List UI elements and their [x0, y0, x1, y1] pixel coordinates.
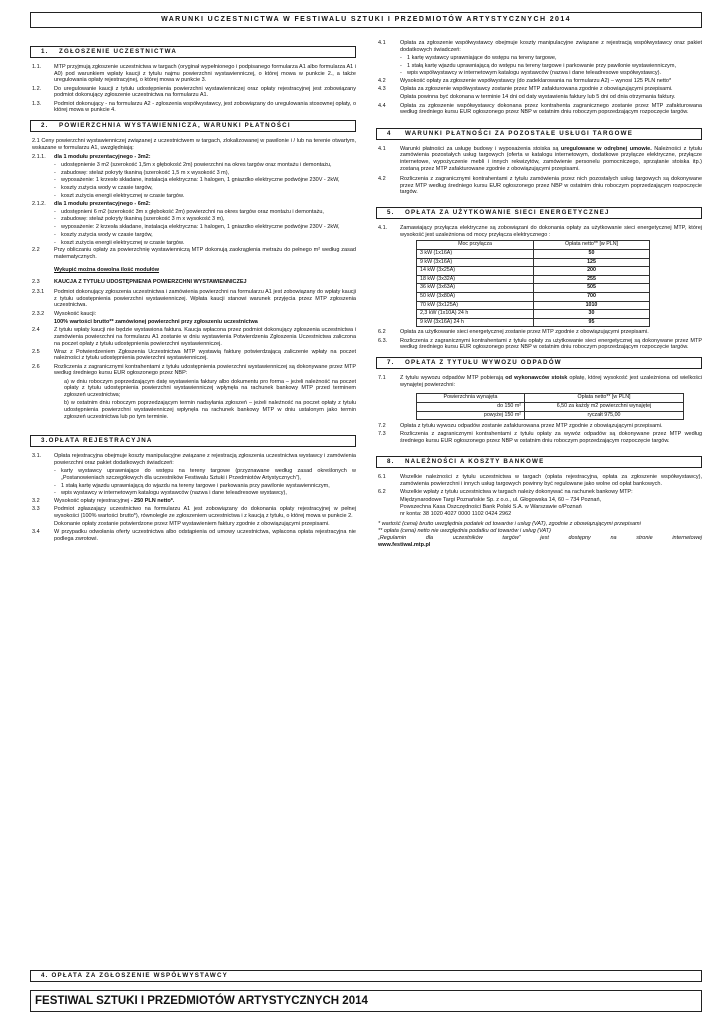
- bullet-dash: -: [54, 482, 56, 489]
- item-6-2: 6.2 Opłata za użytkowanie sieci energetycznej zostanie przez MTP zgodnie z obowiązującymi przepisami.: [378, 329, 649, 336]
- item-4-4: 4.4 Opłata za zgłoszenie współwystawcy dokonana przez kontrahenta zagranicznego zostanie przez MTP zafakturowana według średniego kursu EUR ogłoszonego przez NBP w ostatnim dniu roboczym poprzedzającym rozpoczęcie targów.: [378, 102, 702, 116]
- paragraph-2-1: 2.1 Ceny powierzchni wystawienniczej związanej z uczestnictwem w targach, zlokalizowanej w pawilonie i / lub na terenie otwartym, wskazane w formularzu A1, uwzględniają:: [32, 138, 356, 152]
- table-cell: 255: [534, 275, 650, 284]
- list-item: [54, 224, 356, 231]
- table-cell: 14 kW (3x25A): [417, 267, 534, 276]
- table-cell: 9 kW (3x16A): [417, 258, 534, 267]
- table-cell: 50: [534, 249, 650, 258]
- item-4-3: 4.3 Opłata za zgłoszenie współwystawcy zostanie przez MTP zafakturowana zgodnie z obowiązującymi przepisami.: [378, 86, 673, 93]
- left-column: [30, 46, 356, 544]
- list-item-text: udostępnieni 6 m2 (szerokość 3m x głębokość 2m) powierzchni na okres targów oraz montażu i demontażu,: [61, 208, 324, 215]
- list-item-text: zabudowę: stelaż pokryty tkaniną (szerokość 3 m x wysokość 3 m),: [61, 216, 225, 223]
- table-cell: 95: [534, 318, 650, 327]
- list-item: [54, 240, 356, 247]
- item-3-3: 3.3 Podmiot zgłaszający uczestnictwo na formularzu A1 jest zobowiązany do dokonania opłaty rejestracyjnej w pełnej wysokości (100% wartości brutto*), równolegle ze zgłoszeniem uczestnictwa i z kaucją z tytułu, o której mowa w punkcie 2.: [32, 506, 356, 519]
- bullet-dash: -: [54, 208, 56, 215]
- website-link[interactable]: www.festiwal.mtp.pl: [378, 541, 431, 548]
- list-item-text: koszty zużycia wody w czasie targów,: [61, 185, 153, 192]
- waste-col-fee: Opłata netto** [w PLN]: [525, 394, 684, 403]
- table-cell: 9 kW (3x16A) 24 h: [417, 318, 534, 327]
- section-8-heading: 8. NALEŻNOŚCI A KOSZTY BANKOWE: [376, 456, 702, 468]
- list-4-1: [376, 55, 702, 77]
- item-2-3-2: 2.3.2 Wysokość kaucji:: [32, 310, 97, 317]
- list-2-1-1: [30, 162, 356, 200]
- item-8-6-2: 6.2 Wszelkie wpłaty z tytułu uczestnictwa w targach należy dokonywać na rachunek bankowy MTP:: [378, 489, 633, 496]
- bank-line: Powszechna Kasa Oszczędności Bank Polski S.A. w Warszawie o/Poznań: [400, 504, 582, 511]
- item-7-1: 7.1 Z tytułu wywozu odpadów MTP pobierają od wykonawców stoisk opłatę, której wysokość jest uzależniona od wielkości wynajętej powierzchni:: [378, 375, 702, 389]
- item-number: 1.3.: [32, 100, 42, 107]
- list-item-text: 1 kartę wystawcy uprawniające do wstępu na tereny targowe,: [407, 54, 557, 61]
- bullet-dash: -: [400, 62, 402, 69]
- list-item: [54, 216, 356, 223]
- footnote-net: ** opłata (cena) netto nie uwzględnia podatku od towarów i usług (VAT): [378, 528, 551, 535]
- item-2-1-2: 2.1.2. dla 1 modułu prezentacyjnego - 6m2:: [32, 200, 151, 207]
- list-item-text: koszt zużycia energii elektrycznej w czasie targów.: [61, 192, 185, 199]
- section-2-body: [30, 138, 356, 420]
- list-item: [54, 170, 356, 177]
- list-item-text: koszty zużycia wody w czasie targów,: [61, 231, 153, 238]
- bullet-dash: -: [54, 468, 56, 475]
- energy-col-power: Moc przyłącza: [417, 241, 534, 250]
- section-1-heading: 1. ZGŁOSZENIE UCZESTNICTWA: [30, 46, 356, 58]
- list-item: [54, 193, 356, 200]
- list-item: [54, 490, 356, 497]
- bullet-dash: -: [54, 177, 56, 184]
- bank-details: [376, 497, 702, 517]
- energy-row: [417, 267, 650, 276]
- waste-col-area: Powierzchnia wynajęta: [417, 394, 525, 403]
- waste-fee-table: [416, 393, 684, 420]
- item-2-6: 2.6 Rozliczenia z zagranicznymi kontrahentami z tytułu udostępnienia powierzchni wystawienniczej są dokonywane przez MTP według średniego kursu EUR ogłoszonego przez NBP:: [32, 363, 356, 377]
- bullet-dash: -: [54, 239, 56, 246]
- bank-line: nr konta: 38 1020 4027 0000 1102 0424 2962: [400, 510, 512, 517]
- list-item: [54, 185, 356, 192]
- waste-row: [417, 402, 684, 411]
- bullet-dash: -: [54, 490, 56, 497]
- bullet-dash: -: [400, 70, 402, 77]
- item-2-3: 2.3 KAUCJA Z TYTUŁU UDOSTĘPNIENIA POWIERZCHNI WYSTAWIENNICZEJ: [32, 278, 247, 285]
- item-services-4-1: 4.1 Warunki płatności za usługę budowy i wyposażenia stoiska są uregulowane w odrębnej umowie. Należności z tytułu zamówienia pozostałych usług targowych (oferta w katalogu internetowym, dodatkowe przyłącze elektryczne, przyłącze internetowe, wypożyczenie mebli i innych rekwizytów, zamówienie personelu pomocniczego, sprzątanie stoiska itp.) zostaną przez MTP zafakturowane zgodnie z obowiązującymi przepisami.: [378, 145, 702, 172]
- energy-col-fee: Opłata netto** [w PLN]: [534, 241, 650, 250]
- table-cell: 3 kW (1x16A): [417, 249, 534, 258]
- item-2-4: 2.4 Z tytułu wpłaty kaucji nie będzie wystawiona faktura. Kaucja wpłacona przez podmiot dokonujący zgłoszenia uczestnictwa i zamówienia powierzchni na formularzu A1 zostanie w dniu wystawienia Potwierdzenia Zgłoszenia Uczestnictwa zaliczona na poczet opłaty z tytułu udostępnienia powierzchni wystawienniczej.: [32, 327, 356, 347]
- item-1-2: [30, 86, 356, 99]
- list-item-text: zabudowę: stelaż pokryty tkaniną (szerokość 1,5 m x wysokość 3 m),: [61, 169, 230, 176]
- item-2-5: 2.5 Wraz z Potwierdzeniem Zgłoszenia Uczestnictwa MTP wystawią fakturę potwierdzającą zaliczenie wpłaty na poczet należności z tytułu udostępnienia powierzchni wystawienniczej.: [32, 348, 356, 362]
- table-cell: 1010: [534, 301, 650, 310]
- item-3-2: 3.2 Wysokość opłaty rejestracyjnej - 250 PLN netto*.: [32, 497, 175, 504]
- item-energy-4-1: 4.1. Zamawiający przyłącza elektryczne są zobowiązani do dokonania opłaty za użytkowanie sieci energetycznej MTP, której wysokość jest uzależniona od mocy przyłącza elektrycznego :: [378, 225, 702, 239]
- section-4-continuation-heading: 4. OPŁATA ZA ZGŁOSZENIE WSPÓŁWYSTAWCY: [30, 970, 702, 982]
- table-cell: 70 kW (3x125A): [417, 301, 534, 310]
- bank-line: Międzynarodowe Targi Poznańskie Sp. z o.o., ul. Głogowska 14, 60 – 734 Poznań,: [400, 497, 602, 504]
- energy-row: [417, 284, 650, 293]
- list-item: [400, 63, 702, 70]
- item-3-4: 3.4 W przypadku odwołania oferty uczestnictwa albo odstąpienia od umowy uczestnictwa, wpłacona opłata rejestracyjna nie podlega zwrotowi.: [32, 529, 356, 542]
- energy-row: [417, 318, 650, 327]
- deposit-amount: 100% wartości brutto** zamówionej powierzchni przy zgłoszeniu uczestnictwa: [54, 318, 258, 325]
- item-2-3-1: 2.3.1 Podmiot dokonujący zgłoszenia uczestnictwa i zamówienia powierzchni na formularzu A1 jest zobowiązany do wpłaty kaucji z tytułu udostępnienia powierzchni wystawienniczej. Wpłata kaucji stanowi warunek przyjęcia przez MTP zgłoszenia uczestnictwa.: [32, 289, 356, 309]
- footnote-gross: * wartość (cena) brutto uwzględnia podatek od towarów i usług (VAT), zgodnie z obowiązującymi przepisami: [378, 521, 641, 528]
- item-number: 1.2.: [32, 85, 42, 92]
- energy-fee-table: [416, 240, 650, 327]
- item-services-4-2: 4.2 Rozliczenia z zagranicznymi kontrahentami z tytułu zamówienia przez nich pozostałych usług targowych są dokonywane przez MTP według średniego kursu EUR ogłoszonego przez NBP w ostatnim dniu roboczym poprzedzającym rozpoczęcie targów.: [378, 175, 702, 196]
- list-item-text: karty wystawcy uprawniające do wstępu na tereny targowe (przyznawane według zasad określonych w „Postanowieniach szczegółowych dla uczestników Festiwalu Sztuki i Przedmiotów Artystycznych”),: [61, 468, 356, 481]
- modules-note: Wykupić można dowolna ilość modułów: [54, 267, 160, 274]
- list-item: [54, 468, 356, 481]
- item-4-3-deadline: Opłata powinna być dokonana w terminie 14 dni od daty wystawienia faktury lub 5 dni od dnia otrzymania faktury.: [400, 94, 676, 101]
- table-cell: 125: [534, 258, 650, 267]
- energy-row: [417, 310, 650, 319]
- list-item-text: koszt zużycia energii elektrycznej w czasie targów.: [61, 239, 185, 246]
- table-cell: 6,50 za każdy m2 powierzchni wynajętej: [525, 402, 684, 411]
- item-number: 1.1.: [32, 64, 42, 70]
- item-6-3: 6.3. Rozliczenia z zagranicznymi kontrahentami z tytułu opłaty za użytkowanie sieci energetycznej są dokonywane przez MTP według średniego kursu EUR ogłoszonego przez NBP w ostatnim dniu roboczym poprzedzającym rozpoczęcie targów.: [378, 337, 702, 351]
- list-item-text: wpis współwystawcy w internetowym katalogu wystawców (nazwa i dane teleadresowe współwystawcy).: [407, 70, 662, 77]
- list-item: [54, 177, 356, 184]
- item-3-3-confirm: Dokonanie opłaty zostanie potwierdzone przez MTP wystawieniem faktury zgodnie z obowiązującymi przepisami.: [54, 521, 330, 528]
- bullet-dash: -: [54, 231, 56, 238]
- list-2-1-2: [30, 209, 356, 247]
- item-8-6-1: 6.1 Wszelkie należności z tytułu uczestnictwa w targach (opłata rejestracyjna, opłata za zgłoszenie współwystawcy), zamówienia powierzchni i innych usług targowych powinny być regulowane jako wolne od opłat bankowych.: [378, 474, 702, 487]
- list-item-text: udostępnienie 3 m2 (szerokość 1,5m x głębokość 2m) powierzchni na okres targów oraz montażu i demontażu,: [61, 162, 332, 169]
- table-cell: ryczałt 975,00: [525, 411, 684, 420]
- waste-row: [417, 411, 684, 420]
- item-7-2: 7.2 Opłata z tytułu wywozu odpadów zostanie zafakturowana przez MTP zgodnie z obowiązującymi przepisami.: [378, 423, 663, 430]
- list-item: [400, 55, 702, 62]
- table-cell: 30: [534, 310, 650, 319]
- item-text: Podmiot dokonujący - na formularzu A2 - zgłoszenia współwystawcy, jest zobowiązany do uregulowania stosownej opłaty, o której mowa w punkcie 4.: [54, 100, 356, 114]
- list-item: [54, 232, 356, 239]
- list-item-text: wpis wystawcy w internetowym katalogu wystawców (nazwa i dane teleadresowe wystawcy),: [61, 490, 287, 497]
- energy-row: [417, 292, 650, 301]
- bullet-dash: -: [54, 185, 56, 192]
- document-header: WARUNKI UCZESTNICTWA W FESTIWALU SZTUKI I PRZEDMIOTÓW ARTYSTYCZNYCH 2014: [30, 12, 702, 28]
- item-text: Do uregulowanie kaucji z tytułu udostępnienia powierzchni wystawienniczej oraz opłaty rejestracyjnej jest zobowiązany podmiot dokonujący zgłoszenie uczestnictwa na formularzu A1.: [54, 85, 356, 99]
- list-item: [54, 483, 356, 490]
- document-footer: FESTIWAL SZTUKI I PRZEDMIOTÓW ARTYSTYCZNYCH 2014: [30, 990, 702, 1012]
- table-cell: 50 kW (3x80A): [417, 292, 534, 301]
- section-3-heading: 3.OPŁATA REJESTRACYJNA: [30, 435, 356, 447]
- table-cell: 700: [534, 292, 650, 301]
- table-cell: powyżej 150 m²: [417, 411, 525, 420]
- list-item: [54, 162, 356, 169]
- list-item-text: 1 stałą kartę wjazdu uprawniającą do wstępu na tereny targowe i parkowanie przy pawilonie wystawienniczym,: [407, 62, 677, 69]
- bullet-dash: -: [54, 216, 56, 223]
- section-services-heading: 4 WARUNKI PŁATNOŚCI ZA POZOSTAŁE USŁUGI TARGOWE: [376, 128, 702, 140]
- document-page: [30, 12, 702, 1016]
- item-2-1-1: 2.1.1. dla 1 modułu prezentacyjnego - 3m2:: [32, 153, 151, 160]
- footnote-regulations: „Regulamin dla uczestników targów” jest dostępny na stronie internetowej: [378, 534, 702, 541]
- item-1-1: [30, 64, 356, 84]
- list-3-1: [30, 468, 356, 497]
- item-4-1: 4.1 Opłata za zgłoszenie współwystawcy obejmuje koszty manipulacyjne związane z rejestracją współwystawcy oraz pakiet dodatkowych świadczeń:: [378, 40, 702, 53]
- table-cell: 2,3 kW (1x10A) 24 h: [417, 310, 534, 319]
- item-2-6-b: b) w ostatnim dniu roboczym poprzedzającym termin nadsyłania zgłoszeń – jeżeli należność na poczet opłaty z tytułu udostępnienia powierzchni wystawienniczej wpłynęła na rachunek bankowy MTP w dniu ustalonym jako termin zgłoszeń uczestnictwa lub po tym terminie.: [64, 400, 356, 420]
- section-3-body: [30, 453, 356, 542]
- item-2-2: 2.2 Przy obliczaniu opłaty za powierzchnię wystawienniczą MTP dokonują zaokrąglenia metrażu do pełnego m² według zasad matematycznych.: [32, 247, 356, 260]
- table-cell: do 150 m²: [417, 402, 525, 411]
- energy-row: [417, 301, 650, 310]
- bullet-dash: -: [54, 224, 56, 231]
- right-column: [376, 40, 702, 548]
- list-item-text: wyposażenie: 1 krzesło składane, instalacja elektryczna: 1 halogen, 1 gniazdko elektryczne podwójne 230V - 2kW,: [61, 177, 340, 184]
- list-item-text: 1 stałą kartę wjazdu uprawniającą do wjazdu na tereny targowe i parkowania przy pawilonie wystawienniczym,: [61, 482, 330, 489]
- list-item-text: wyposażenie: 2 krzesła składane, instalacja elektryczna: 1 halogen, 1 gniazdko elektryczne podwójne 230V - 2kW,: [61, 224, 340, 231]
- item-4-2: 4.2 Wysokość opłaty za zgłoszenie współwystawcy (do zadeklarowania na formularzu A2) – wynosi 125 PLN netto*: [378, 78, 672, 85]
- energy-row: [417, 275, 650, 284]
- section-1-body: [30, 64, 356, 114]
- bullet-dash: -: [400, 54, 402, 61]
- bullet-dash: -: [54, 162, 56, 169]
- section-5-heading: 5. OPŁATA ZA UŻYTKOWANIE SIECI ENERGETYCZNEJ: [376, 207, 702, 219]
- table-cell: 36 kW (3x63A): [417, 284, 534, 293]
- item-1-3: [30, 101, 356, 114]
- item-2-6-a: a) w dniu roboczym poprzedzającym datę wystawienia faktury albo dokumentu pro forma – jeżeli należność na poczet opłaty z tytułu udostępnienia powierzchni wystawienniczej wpłynęła na rachunek bankowy MTP przed terminem zgłoszeń uczestnictwa;: [64, 378, 356, 398]
- list-item: [54, 209, 356, 216]
- bullet-dash: -: [54, 192, 56, 199]
- section-2-heading: 2. POWIERZCHNIA WYSTAWIENNICZA, WARUNKI PŁATNOŚCI: [30, 120, 356, 132]
- energy-row: [417, 258, 650, 267]
- bullet-dash: -: [54, 169, 56, 176]
- item-text: MTP przyjmują zgłoszenie uczestnictwa w targach (oryginał wypełnionego i podpisanego formularza A1 albo formularza A1 i A0) pod warunkiem wpłaty kaucji z tytułu najmu powierzchni wystawienniczej, o której mowa w punkcie 2., a także uregulowania opłaty rejestracyjnej, o której mowa w punkcie 3.: [54, 64, 356, 84]
- table-cell: 200: [534, 267, 650, 276]
- table-cell: 505: [534, 284, 650, 293]
- table-cell: 18 kW (3x32A): [417, 275, 534, 284]
- item-3-1: 3.1. Opłata rejestracyjna obejmuje koszty manipulacyjne związane z rejestracją zgłoszenia uczestnictwa wystawcy i zamówienia powierzchni oraz pakiet dodatkowych świadczeń:: [32, 453, 356, 466]
- item-7-3: 7.3 Rozliczenia z zagranicznymi kontrahentami z tytułu opłaty za wywóz odpadów są dokonywane przez MTP według średniego kursu EUR ogłoszonego przez NBP w ostatnim dniu roboczym poprzedzającym rozpoczęcie targów.: [378, 431, 702, 444]
- section-7-heading: 7. OPŁATA Z TYTUŁU WYWOZU ODPADÓW: [376, 357, 702, 369]
- energy-row: [417, 249, 650, 258]
- list-item: [400, 70, 702, 77]
